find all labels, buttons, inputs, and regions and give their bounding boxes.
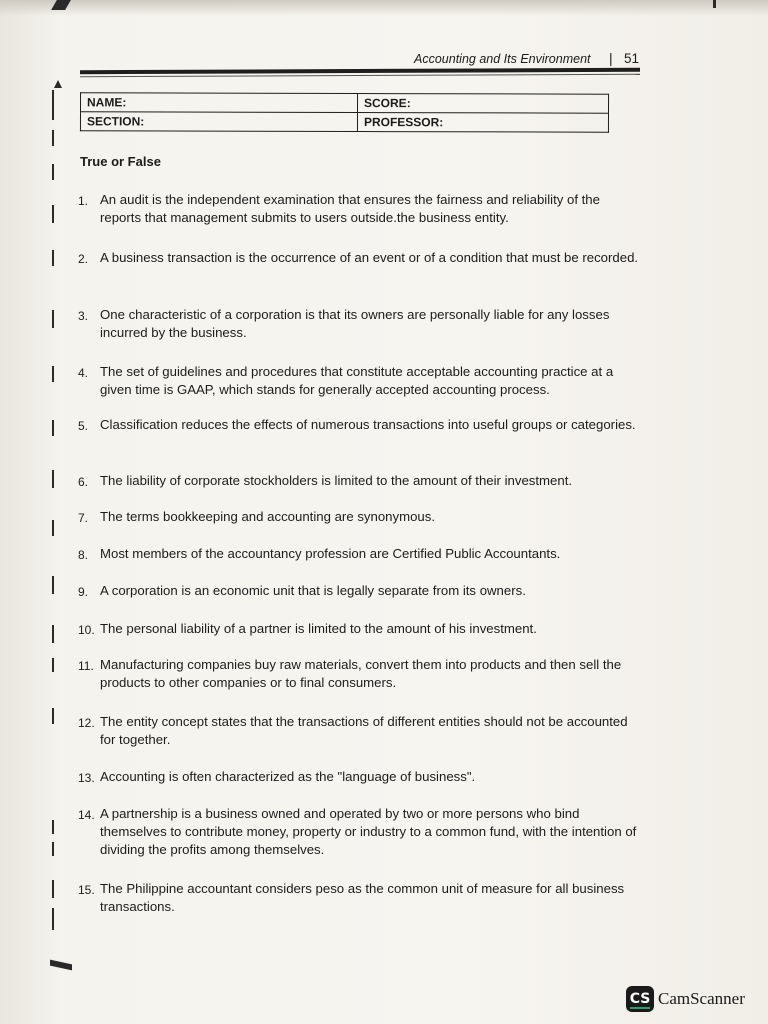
question-item <box>78 249 643 267</box>
margin-mark <box>52 366 54 382</box>
question-text: The set of guidelines and procedures that constitute acceptable accounting practice at a given time is GAAP, which stands for generally accepted accounting process. <box>100 364 614 397</box>
margin-mark <box>52 205 54 223</box>
question-number: 1. <box>78 194 89 208</box>
margin-mark <box>52 842 54 856</box>
margin-mark <box>52 310 54 328</box>
question-number: 3. <box>78 309 89 323</box>
question-item <box>78 620 643 638</box>
scan-bottom-mark <box>50 960 72 971</box>
question-number: 4. <box>78 366 89 380</box>
name-field: NAME: <box>81 93 358 113</box>
question-text: Classification reduces the effects of numerous transactions into useful groups or categories. <box>100 417 636 432</box>
page-number: 51 <box>624 51 640 66</box>
question-number: 9. <box>78 585 89 599</box>
margin-mark <box>52 820 54 834</box>
question-number: 11. <box>78 659 94 673</box>
question-item <box>78 416 643 434</box>
camscanner-logo-text: CS <box>629 991 651 1007</box>
question-number: 12. <box>78 716 95 730</box>
question-item <box>78 363 643 399</box>
question-text: Manufacturing companies buy raw materials, convert them into products and then sell the products to other companies or to final consumers. <box>100 657 622 690</box>
scan-top-shadow <box>0 0 768 16</box>
margin-mark <box>52 90 54 120</box>
header-rule-thin <box>80 74 640 77</box>
question-text: The personal liability of a partner is limited to the amount of his investment. <box>100 621 537 636</box>
score-field: SCORE: <box>357 94 608 114</box>
question-text: The Philippine accountant considers peso as the common unit of measure for all business transactions. <box>100 881 625 914</box>
info-row-section-professor <box>80 112 608 132</box>
margin-mark <box>52 658 54 672</box>
margin-mark <box>52 708 54 724</box>
margin-mark <box>52 250 54 266</box>
question-item <box>78 880 643 916</box>
margin-marks <box>52 80 56 940</box>
question-number: 8. <box>78 548 89 562</box>
question-text: One characteristic of a corporation is that its owners are personally liable for any losses incurred by the business. <box>100 307 610 340</box>
question-item <box>78 508 643 526</box>
section-field: SECTION: <box>80 112 357 132</box>
question-text: Accounting is often characterized as the "language of business". <box>100 769 476 784</box>
question-number: 7. <box>78 511 89 525</box>
question-text: The terms bookkeeping and accounting are synonymous. <box>100 509 436 524</box>
question-number: 2. <box>78 252 89 266</box>
margin-mark <box>52 576 54 594</box>
question-item <box>78 805 643 859</box>
question-item <box>78 582 643 600</box>
margin-mark <box>52 520 54 536</box>
section-title: True or False <box>80 154 161 169</box>
margin-mark <box>52 880 54 898</box>
question-number: 10. <box>78 623 95 637</box>
question-text: A partnership is a business owned and operated by two or more persons who bind themselves to contribute money, property or industry to a common fund, with the intention of dividing the profits among themselves. <box>100 806 637 857</box>
question-text: The liability of corporate stockholders is limited to the amount of their investment. <box>100 473 573 488</box>
question-number: 14. <box>78 808 95 822</box>
margin-mark <box>52 470 54 488</box>
question-text: A corporation is an economic unit that is legally separate from its owners. <box>100 583 526 598</box>
question-item <box>78 191 643 227</box>
margin-mark <box>52 130 54 146</box>
scan-corner-mark-right <box>713 0 716 8</box>
question-item <box>78 768 643 786</box>
question-item <box>78 713 643 749</box>
running-header-title: Accounting and Its Environment <box>414 52 591 66</box>
question-item <box>78 656 643 692</box>
professor-field: PROFESSOR: <box>357 113 608 133</box>
margin-mark <box>52 164 54 180</box>
question-item <box>78 472 643 490</box>
question-text: The entity concept states that the transactions of different entities should not be accounted for together. <box>100 714 628 747</box>
margin-mark <box>52 625 54 643</box>
question-text: A business transaction is the occurrence of an event or of a condition that must be recorded. <box>100 250 639 265</box>
margin-mark <box>52 908 54 930</box>
info-row-name-score <box>81 93 609 113</box>
question-item <box>78 306 643 342</box>
camscanner-watermark: CamScanner <box>658 989 745 1008</box>
question-item <box>78 545 643 563</box>
camscanner-logo-icon <box>626 986 654 1012</box>
question-text: Most members of the accountancy profession are Certified Public Accountants. <box>100 546 561 561</box>
camscanner-logo-bar <box>630 1007 650 1009</box>
question-text: An audit is the independent examination that ensures the fairness and reliability of the reports that management submits to users outside.the business entity. <box>100 192 600 225</box>
question-number: 13. <box>78 771 95 785</box>
question-number: 15. <box>78 883 95 897</box>
margin-mark <box>52 420 54 436</box>
question-number: 5. <box>78 419 89 433</box>
running-header-separator: | <box>609 50 613 66</box>
question-number: 6. <box>78 475 89 489</box>
student-info-table <box>80 92 609 132</box>
